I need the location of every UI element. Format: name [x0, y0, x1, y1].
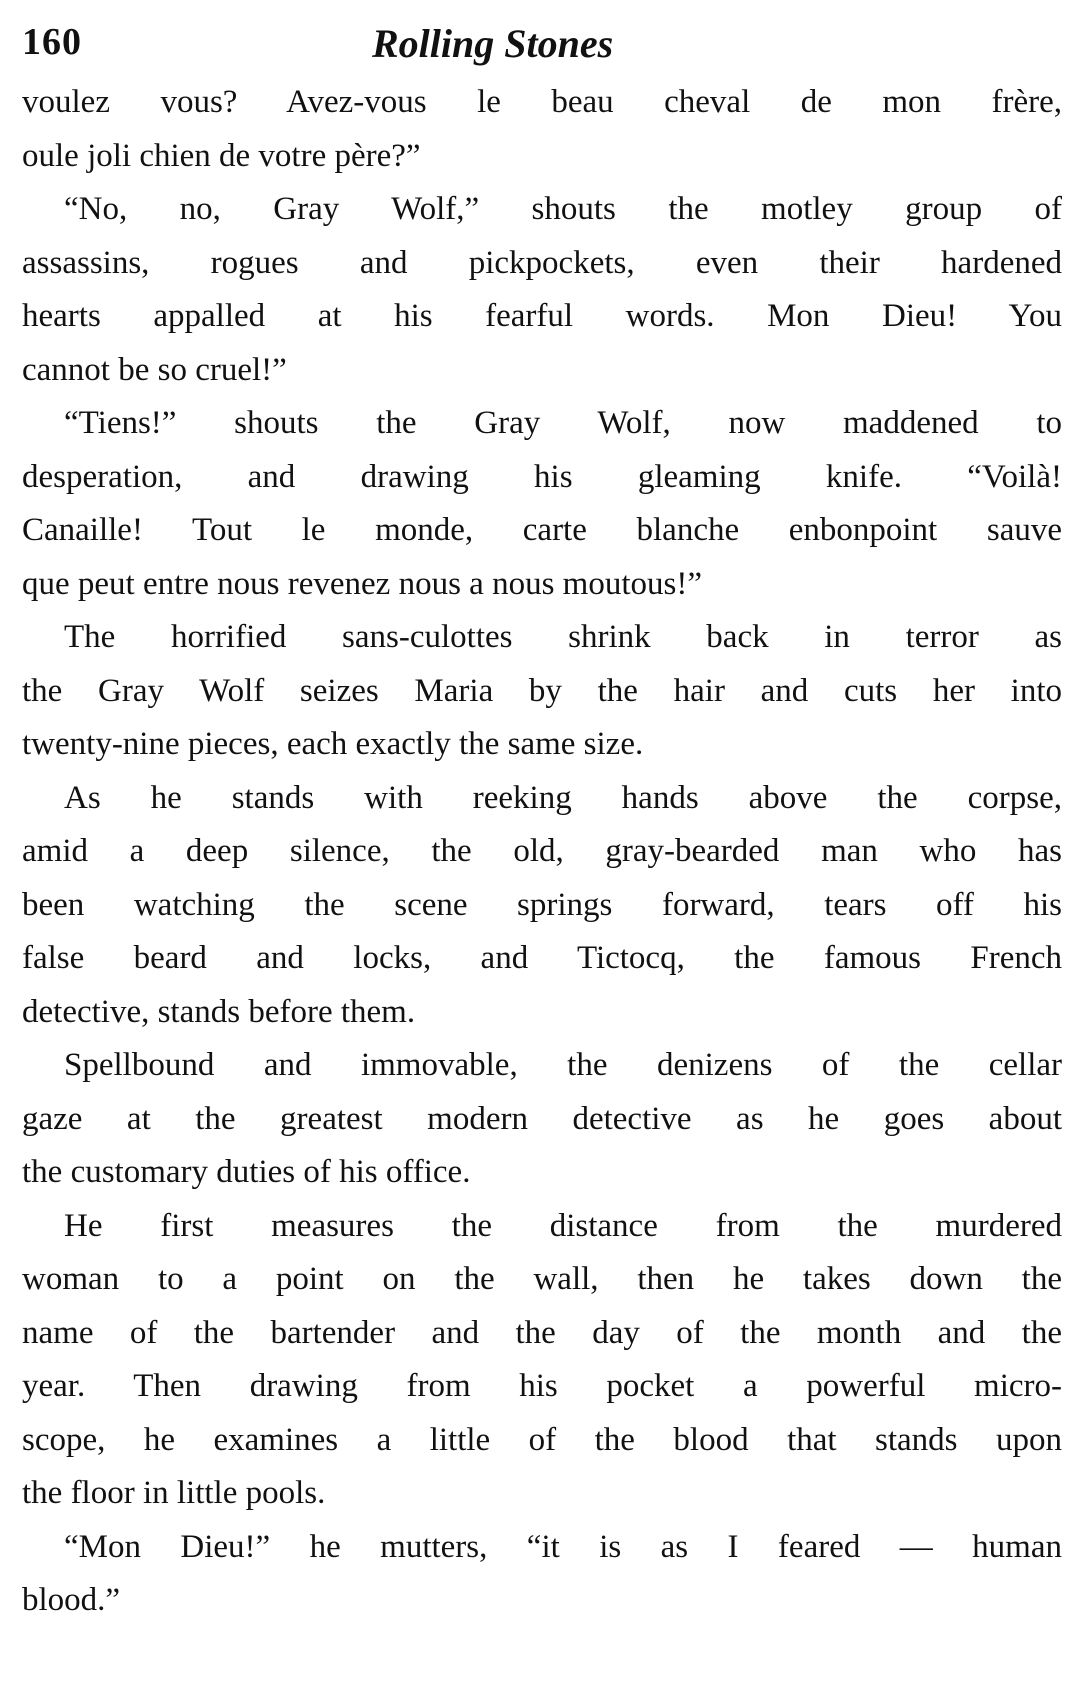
text-line: “Mon Dieu!” he mutters, “it is as I feared — human: [64, 1528, 1062, 1565]
text-line: false beard and locks, and Tictocq, the famous French: [22, 940, 1062, 976]
text-line: scope, he examines a little of the blood that stands upon: [22, 1421, 1062, 1458]
text-line: name of the bartender and the day of the month and the: [22, 1314, 1062, 1351]
text-line: Spellbound and immovable, the denizens of the cellar: [64, 1047, 1062, 1083]
text-line: cannot be so cruel!”: [22, 351, 287, 388]
text-line: gaze at the greatest modern detective as he goes about: [22, 1100, 1062, 1137]
body-text: [22, 76, 1062, 1628]
text-line: the floor in little pools.: [22, 1475, 326, 1511]
text-line: assassins, rogues and pickpockets, even their hardened: [22, 244, 1062, 281]
text-line: As he stands with reeking hands above the corpse,: [64, 779, 1062, 816]
text-line: the Gray Wolf seizes Maria by the hair and cuts her into: [22, 672, 1062, 709]
text-line: the customary duties of his office.: [22, 1154, 471, 1190]
text-line: Canaille! Tout le monde, carte blanche enbonpoint sauve: [22, 512, 1062, 548]
running-title: Rolling Stones: [372, 21, 614, 66]
page-header: [22, 14, 1062, 76]
text-line: amid a deep silence, the old, gray-bearded man who has: [22, 833, 1062, 869]
text-line: The horrified sans-culottes shrink back in terror as: [64, 619, 1062, 655]
text-line: He first measures the distance from the murdered: [64, 1207, 1062, 1244]
text-line: twenty-nine pieces, each exactly the same size.: [22, 726, 644, 762]
text-line: hearts appalled at his fearful words. Mon Dieu! You: [22, 298, 1062, 334]
page-number: 160: [22, 21, 82, 63]
text-line: oule joli chien de votre père?”: [22, 137, 421, 174]
text-line: year. Then drawing from his pocket a powerful micro-: [22, 1368, 1062, 1404]
text-line: voulez vous? Avez-vous le beau cheval de mon frère,: [22, 84, 1062, 120]
text-line: “No, no, Gray Wolf,” shouts the motley group of: [64, 191, 1062, 227]
book-page: [22, 14, 1062, 1628]
text-line: woman to a point on the wall, then he takes down the: [22, 1261, 1062, 1297]
text-line: “Tiens!” shouts the Gray Wolf, now maddened to: [64, 405, 1062, 441]
text-line: detective, stands before them.: [22, 993, 416, 1030]
text-line: been watching the scene springs forward, tears off his: [22, 886, 1062, 923]
text-line: blood.”: [22, 1582, 121, 1618]
text-line: que peut entre nous revenez nous a nous moutous!”: [22, 565, 702, 602]
text-line: desperation, and drawing his gleaming knife. “Voilà!: [22, 458, 1062, 495]
